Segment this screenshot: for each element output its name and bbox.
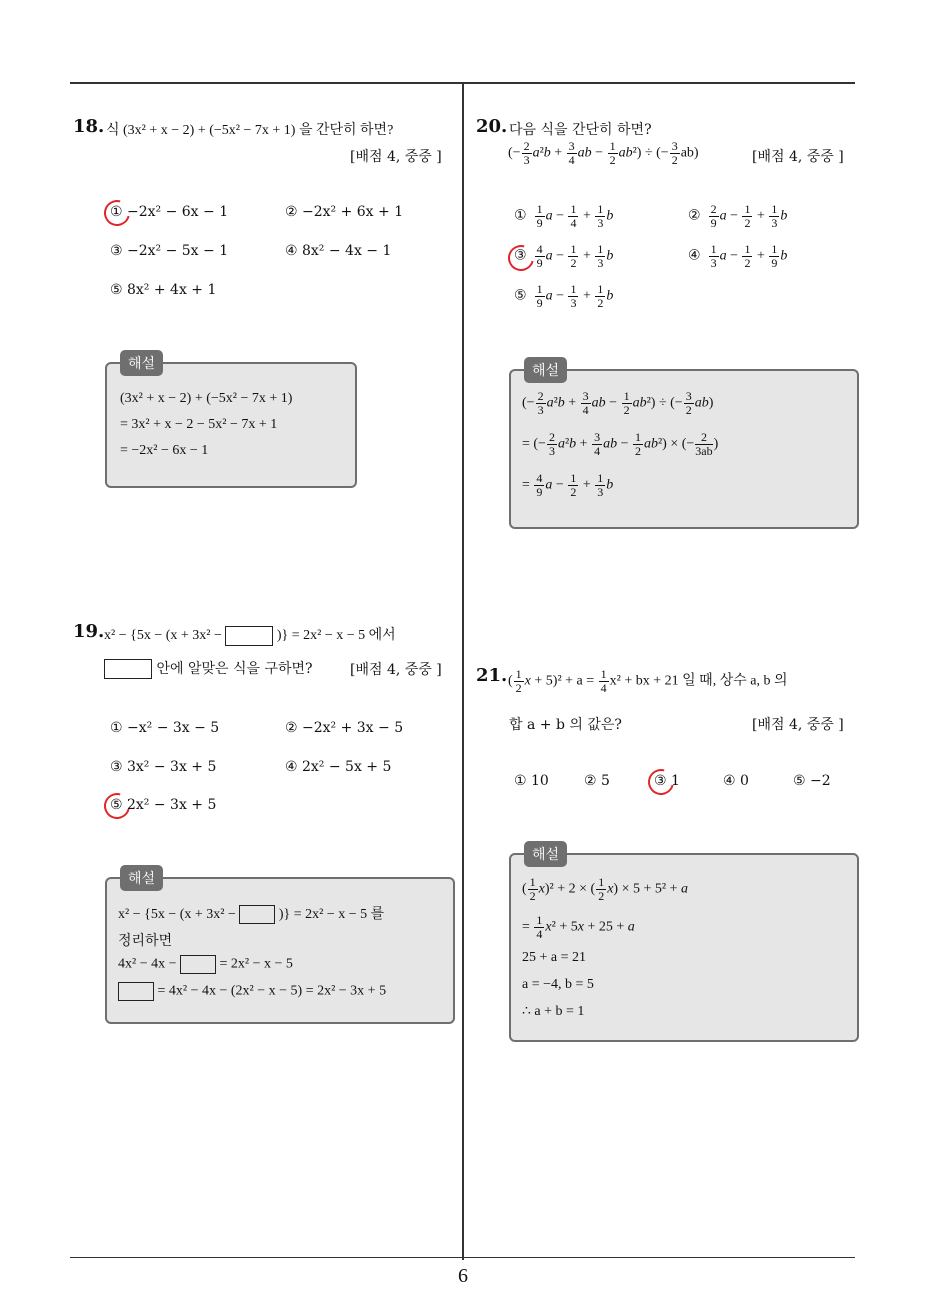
q19-solution-line-3 <box>118 955 293 974</box>
q19-solution-box <box>105 877 455 1024</box>
q19-choice-3[interactable]: ③ 3x² − 3x + 5 <box>110 759 217 775</box>
q20-choice-5[interactable]: ⑤ $\frac{1}{9}$ a − $\frac{1}{3}$ + $\frac{1}{2}$ b <box>514 282 614 310</box>
q21-choice-2[interactable]: ② 5 <box>584 773 610 789</box>
q21-choice-1[interactable]: ① 10 <box>514 773 549 789</box>
q18-solution-line-2: = 3x² + x − 2 − 5x² − 7x + 1 <box>120 417 278 432</box>
q21-choice-3[interactable]: ③ 1 <box>654 773 680 789</box>
question-19-meta: [배점 4, 중중 ] <box>350 662 442 678</box>
q18-choice-3[interactable]: ③ −2x² − 5x − 1 <box>110 243 229 259</box>
q19-solution-line-4 <box>118 982 386 1001</box>
frac-2-3: $\frac{2}{3}$ <box>523 139 530 167</box>
question-18-meta: [배점 4, 중중 ] <box>350 149 442 165</box>
q19-solution-blank-3 <box>118 982 154 1001</box>
q19-solution-line-2: 정리하면 <box>118 933 173 949</box>
q18-choice-5[interactable]: ⑤ 8x² + 4x + 1 <box>110 282 217 298</box>
q19-solution-blank-1 <box>239 905 275 924</box>
q19-solution-4b: = 4x² − 4x − (2x² − x − 5) = 2x² − 3x + 5 <box>157 983 387 999</box>
q20-choice-1[interactable]: ① $\frac{1}{9}$ a − $\frac{1}{4}$ + $\frac{1}{3}$ b <box>514 202 614 230</box>
q19-choice-1[interactable]: ① −x² − 3x − 5 <box>110 720 220 736</box>
q19-solution-3b: = 2x² − x − 5 <box>219 956 293 972</box>
q20-expr-start: (− <box>508 145 521 161</box>
q21-solution-label: 해설 <box>524 841 567 867</box>
q21-choice-4[interactable]: ④ 0 <box>723 773 749 789</box>
q20-choice-4[interactable]: ④ $\frac{1}{3}$ a − $\frac{1}{2}$ + $\frac{1}{9}$ b <box>688 242 788 270</box>
question-18-number: 18. <box>73 116 105 137</box>
question-19-number: 19. <box>73 621 105 642</box>
q19-prompt-a: x² − {5x − (x + 3x² − <box>104 628 222 643</box>
question-20-prompt: 다음 식을 간단히 하면? <box>509 122 652 138</box>
q19-choice-4[interactable]: ④ 2x² − 5x + 5 <box>285 759 392 775</box>
q19-choice-2[interactable]: ② −2x² + 3x − 5 <box>285 720 404 736</box>
column-divider <box>462 84 464 1260</box>
q18-solution-line-3: = −2x² − 6x − 1 <box>120 443 209 458</box>
q21-solution-line-2: = $\frac{1}{4}$ x² + 5x + 25 + a <box>522 913 635 941</box>
question-18-prompt: 식 (3x² + x − 2) + (−5x² − 7x + 1) 을 간단히 하면? <box>106 123 394 138</box>
q21-choice-5[interactable]: ⑤ −2 <box>793 773 831 789</box>
bottom-rule <box>70 1257 855 1258</box>
q20-choice-3[interactable]: ③ $\frac{4}{9}$ a − $\frac{1}{2}$ + $\frac{1}{3}$ b <box>514 242 614 270</box>
q18-choice-4[interactable]: ④ 8x² − 4x − 1 <box>285 243 392 259</box>
frac-3-2: $\frac{3}{2}$ <box>671 139 678 167</box>
frac-1-2: $\frac{1}{2}$ <box>609 139 616 167</box>
question-20-number: 20. <box>476 116 508 137</box>
q19-solution-label: 해설 <box>120 865 163 891</box>
question-20-expression: (− $\frac{2}{3}$ a²b + $\frac{3}{4}$ ab − $\frac{1}{2}$ ab²) ÷ (− $\frac{3}{2}$ ab) <box>508 139 699 167</box>
question-21-prompt-line1: ( $\frac{1}{2}$ x + 5)² + a = $\frac{1}{4}$ x² + bx + 21 일 때, 상수 a, b 의 <box>508 667 788 695</box>
question-21-number: 21. <box>476 665 508 686</box>
q21-answer-mark <box>643 764 679 800</box>
q18-solution-line-1: (3x² + x − 2) + (−5x² − 7x + 1) <box>120 391 293 406</box>
q20-solution-line-3: = $\frac{4}{9}$ a − $\frac{1}{2}$ + $\frac{1}{3}$ b <box>522 471 614 499</box>
q19-answer-mark <box>99 788 135 824</box>
q18-choice-1[interactable]: ① −2x² − 6x − 1 <box>110 204 229 220</box>
q19-prompt-c: 안에 알맞은 식을 구하면? <box>156 661 313 677</box>
q19-solution-3a: 4x² − 4x − <box>118 956 177 972</box>
q20-expr-end: ab) <box>680 145 699 161</box>
q21-prompt-tail: + a = <box>565 673 598 689</box>
q19-blank-box-2 <box>104 659 152 679</box>
q21-solution-line-5: ∴ a + b = 1 <box>522 1004 585 1019</box>
q19-solution-blank-2 <box>180 955 216 974</box>
q21-solution-line-3: 25 + a = 21 <box>522 950 587 965</box>
q19-solution-1a: x² − {5x − (x + 3x² − <box>118 907 236 922</box>
q21-prompt-tail2: x² + bx + 21 일 때, 상수 a, b 의 <box>609 673 788 689</box>
q20-solution-line-1: (− $\frac{2}{3}$ a²b + $\frac{3}{4}$ ab − $\frac{1}{2}$ ab²) ÷ (− $\frac{3}{2}$ ab) <box>522 389 714 417</box>
q20-solution-line-2: = (− $\frac{2}{3}$ a²b + $\frac{3}{4}$ ab − $\frac{1}{2}$ ab²) × (− $\frac{2}{3ab}$ ) <box>522 430 719 458</box>
q19-blank-box <box>225 626 273 646</box>
question-19-prompt-line2 <box>104 658 313 679</box>
q20-choice-2[interactable]: ② $\frac{2}{9}$ a − $\frac{1}{2}$ + $\frac{1}{3}$ b <box>688 202 788 230</box>
q18-solution-label: 해설 <box>120 350 163 376</box>
question-21-meta: [배점 4, 중중 ] <box>752 717 844 733</box>
frac-3-4: $\frac{3}{4}$ <box>568 139 575 167</box>
q19-choice-5[interactable]: ⑤ 2x² − 3x + 5 <box>110 797 217 813</box>
question-20-meta: [배점 4, 중중 ] <box>752 149 844 165</box>
question-19-prompt-line1 <box>104 624 396 646</box>
q21-solution-line-1: ( $\frac{1}{2}$ x)² + 2 × ( $\frac{1}{2}$ x) × 5 + 5² + a <box>522 875 688 903</box>
page-number: 6 <box>458 1265 468 1287</box>
q19-prompt-b: )} = 2x² − x − 5 에서 <box>276 628 396 643</box>
q19-solution-line-1 <box>118 903 384 924</box>
q18-answer-mark <box>99 195 135 231</box>
q18-choice-2[interactable]: ② −2x² + 6x + 1 <box>285 204 404 220</box>
question-21-prompt-line2: 합 a + b 의 값은? <box>509 717 622 733</box>
q21-solution-line-4: a = −4, b = 5 <box>522 977 594 992</box>
q20-solution-label: 해설 <box>524 357 567 383</box>
q19-solution-1b: )} = 2x² − x − 5 를 <box>278 907 385 922</box>
